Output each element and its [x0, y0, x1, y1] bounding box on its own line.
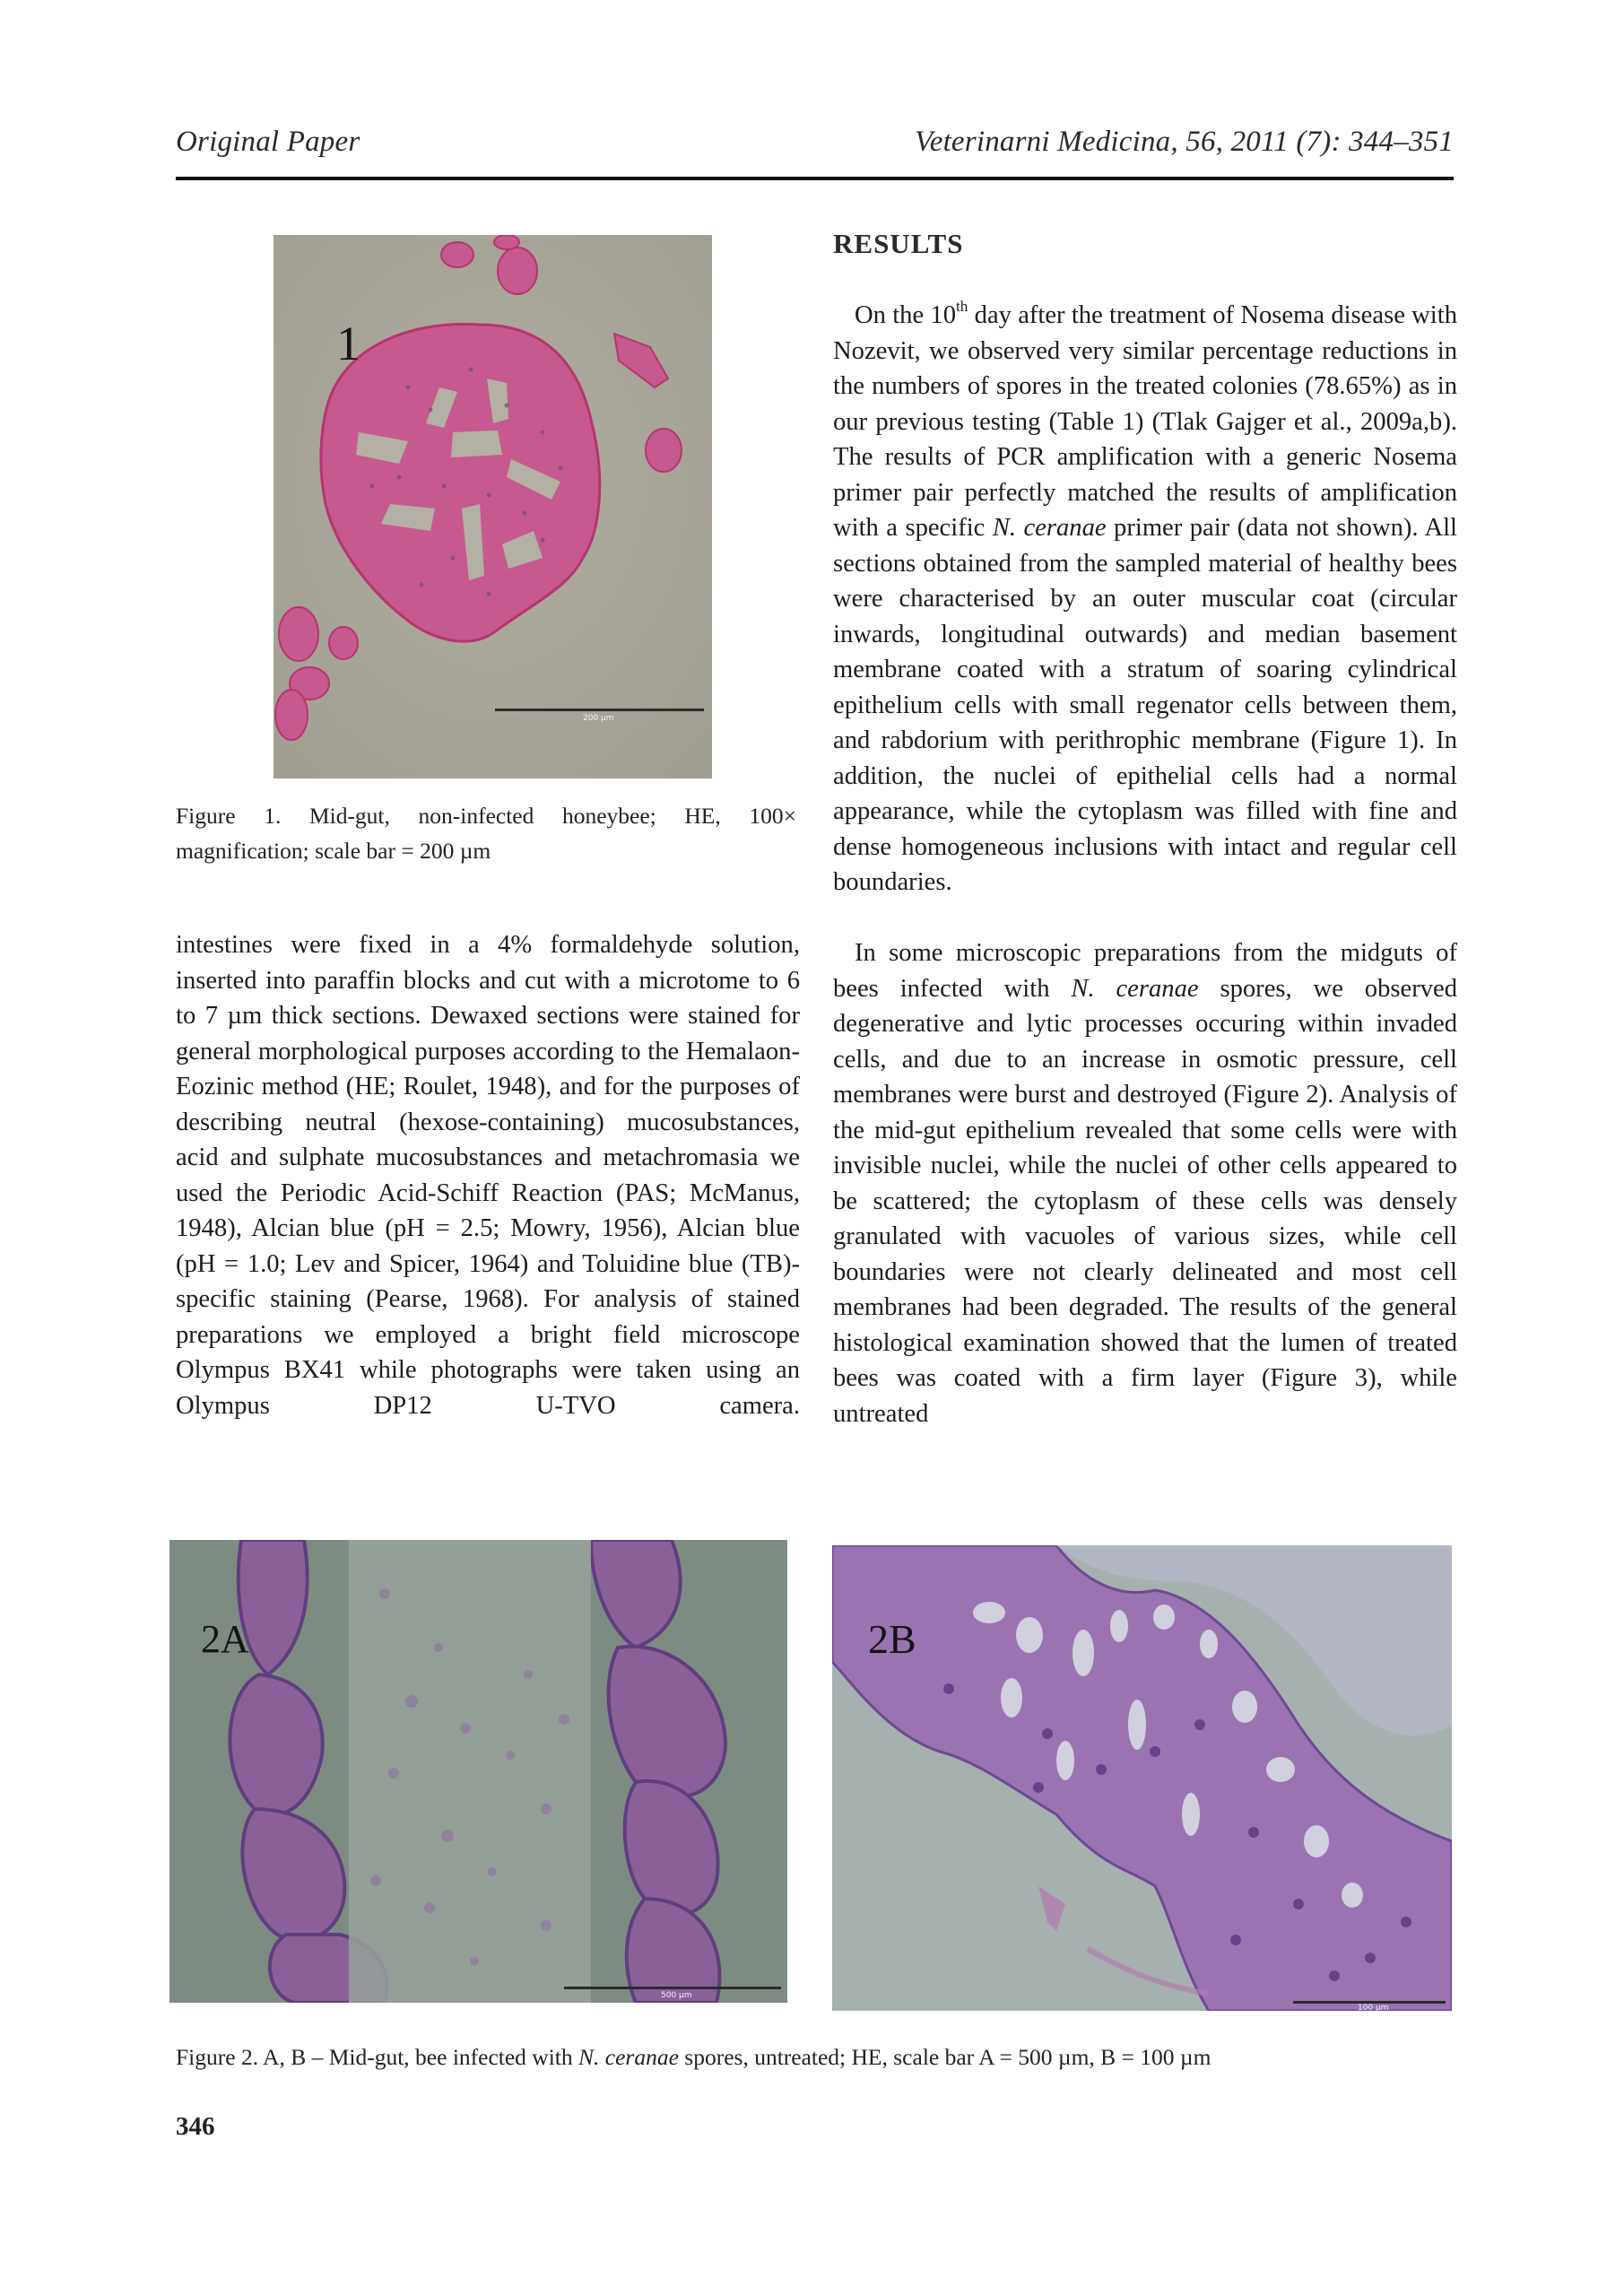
methods-text-column [176, 927, 800, 1459]
figure-2b-scale-text: 100 µm [1358, 2004, 1389, 2011]
running-header-citation: Veterinarni Medicina, 56, 2011 (7): 344–351 [915, 126, 1454, 158]
species-name: N. ceranae [1071, 974, 1199, 1003]
figure-1-caption: Figure 1. Mid-gut, non-infected honeybee; HE, 100× magnification; scale bar = 200 µm [176, 803, 796, 864]
species-name: N. ceranae [992, 514, 1107, 542]
results-paragraph-2: In some microscopic preparations from the midguts of bees infected with N. ceranae spores, we observed degenerative and lytic processes occuring within invaded cells, and due to an increase in osmotic pressure, cell membranes were burst and destroyed (Figure 2). Analysis of the mid-gut epithelium revealed that some cells were with invisible nuclei, while the nuclei of other cells appeared to be scattered; the cytoplasm of these cells was densely granulated with vacuoles of various sizes, while cell boundaries were not clearly delineated and most cell membranes had been degraded. The results of the general histological examination showed that the lumen of treated bees was coated with a firm layer (Figure 3), while untreated [833, 939, 1457, 1428]
figure-1-scale-bar [495, 709, 704, 711]
figure-2a-scale-text: 500 µm [661, 1991, 692, 2000]
results-paragraph-1: On the 10th day after the treatment of Nosema disease with Nozevit, we observed very similar percentage reductions in the numbers of spores in the treated colonies (78.65%) as in our previous testing (Table 1) (Tlak Gajger et al., 2009a,b). The results of PCR amplification with a generic Nosema primer pair perfectly matched the results of amplification with a specific N. ceranae primer pair (data not shown). All sections obtained from the sampled material of healthy bees were characterised by an outer muscular coat (circular inwards, longitudinal outwards) and median basement membrane coated with a stratum of soaring cylindrical epithelium cells with small regenator cells between them, and rabdorium with perithrophic membrane (Figure 1). In addition, the nuclei of epithelial cells had a normal appearance, while the cytoplasm was filled with fine and dense homogeneous inclusions with intact and regular cell boundaries. [833, 297, 1457, 896]
figure-2a-scale-bar [564, 1987, 781, 1989]
figure-2b-panel-label: 2B [868, 1616, 916, 1662]
figure-1-scale-text: 200 µm [583, 714, 614, 723]
figure-1-micrograph [274, 235, 712, 778]
results-text-column [833, 298, 1457, 1431]
running-header-section: Original Paper [176, 126, 360, 158]
figure-2a-image [169, 1540, 787, 2003]
figure-2a-panel-label: 2A [201, 1617, 249, 1661]
header-rule [176, 177, 1454, 180]
superscript-th: th [956, 297, 968, 315]
figure-2a-micrograph [169, 1540, 787, 2003]
methods-paragraph: intestines were fixed in a 4% formaldehyde solution, inserted into paraffin blocks and cut with a microtome to 6 to 7 µm thick sections. Dewaxed sections were stained for general morphological purposes according to the Hemalaon-Eozinic method (HE; Roulet, 1948), and for the purposes of describing neutral (hexose-containing) mucosubstances, acid and sulphate mucosubstances and metachromasia we used the Periodic Acid-Schiff Reaction (PAS; McManus, 1948), Alcian blue (pH = 2.5; Mowry, 1956), Alcian blue (pH = 1.0; Lev and Spicer, 1964) and Toluidine blue (TB)-specific staining (Pearse, 1968). For analysis of stained preparations we employed a bright field microscope Olympus BX41 while photographs were taken using an Olympus DP12 U-TVO camera. [176, 931, 800, 1420]
species-name: N. ceranae [578, 2044, 679, 2070]
figure-1-panel-label: 1 [336, 317, 360, 370]
figure-2b-micrograph [832, 1545, 1452, 2011]
figure-2-caption: Figure 2. A, B – Mid-gut, bee infected with N. ceranae spores, untreated; HE, scale bar A = 500 µm, B = 100 µm [176, 2044, 1211, 2070]
section-heading-results: RESULTS [833, 228, 964, 259]
figure-2b-image [832, 1545, 1452, 2011]
page-number: 346 [176, 2112, 215, 2141]
